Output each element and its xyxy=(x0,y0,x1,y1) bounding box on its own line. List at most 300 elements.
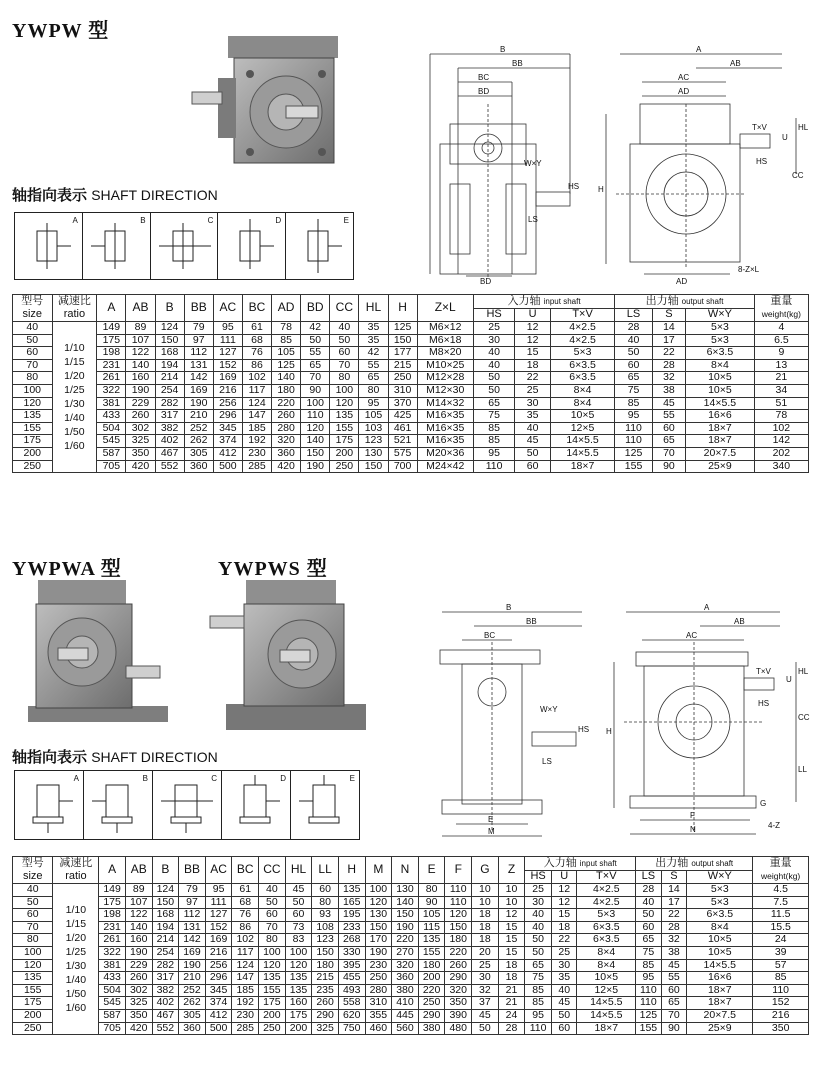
table-cell: 500 xyxy=(213,460,242,473)
table-cell: 254 xyxy=(152,946,179,959)
table-cell: 230 xyxy=(232,1009,259,1022)
header-col: Z xyxy=(498,857,525,884)
table-cell: 32 xyxy=(472,984,499,997)
header-input-col: U xyxy=(515,308,550,322)
table-row xyxy=(13,1022,809,1035)
table-cell: 395 xyxy=(338,959,365,972)
table-cell: 20×7.5 xyxy=(686,447,755,460)
table-cell: 220 xyxy=(392,934,419,947)
table-cell: 18 xyxy=(498,959,525,972)
table-cell: 75 xyxy=(615,384,652,397)
table-cell: 256 xyxy=(205,959,232,972)
table-cell: 190 xyxy=(179,959,206,972)
table-cell: 360 xyxy=(184,460,213,473)
table-cell: 374 xyxy=(205,997,232,1010)
table-cell: 13 xyxy=(754,359,808,372)
table-cell: 216 xyxy=(213,384,242,397)
table-row xyxy=(13,921,809,934)
header-input-cn: 入力轴 xyxy=(507,294,541,307)
table-cell: 175 xyxy=(13,997,53,1010)
table-cell: 50 xyxy=(301,334,330,347)
table-row xyxy=(13,410,809,423)
table-cell: 231 xyxy=(97,359,126,372)
table-cell: M20×36 xyxy=(417,447,473,460)
table-cell: 85 xyxy=(272,334,301,347)
dim-label: F xyxy=(690,811,695,820)
table-cell: 175 xyxy=(330,435,359,448)
table-cell: 200 xyxy=(13,1009,53,1022)
dim-label: HL xyxy=(798,667,809,676)
table-cell: 15 xyxy=(515,347,550,360)
table-cell: 250 xyxy=(365,972,392,985)
shaft-direction-cn: 轴指向表示 xyxy=(12,187,88,204)
table-cell: 65 xyxy=(615,372,652,385)
table-cell: 70 xyxy=(259,921,286,934)
table-cell: 12 xyxy=(498,909,525,922)
direction-cell-a xyxy=(15,771,84,839)
table-cell: 147 xyxy=(232,972,259,985)
table-cell: 230 xyxy=(242,447,271,460)
table-cell: 130 xyxy=(392,884,419,897)
direction-label: D xyxy=(275,216,282,225)
table-cell: 130 xyxy=(359,447,388,460)
header-col: BB xyxy=(184,295,213,322)
header-output-shaft xyxy=(615,295,754,309)
table-cell: 16×6 xyxy=(687,972,753,985)
table-cell: 150 xyxy=(301,447,330,460)
table-cell: 175 xyxy=(13,435,53,448)
table-cell: 192 xyxy=(242,435,271,448)
table-cell: 135 xyxy=(418,934,445,947)
table-cell: 155 xyxy=(330,422,359,435)
table-cell: 25×9 xyxy=(686,460,755,473)
table-cell: 30 xyxy=(551,959,577,972)
table-cell: 40 xyxy=(515,422,550,435)
table-cell: 127 xyxy=(205,909,232,922)
table-cell: 4×2.5 xyxy=(550,334,615,347)
table-cell: 40 xyxy=(330,322,359,335)
table-cell: 30 xyxy=(525,896,552,909)
table-cell: 142 xyxy=(179,934,206,947)
table-cell: 80 xyxy=(13,372,53,385)
table-cell: 18 xyxy=(472,934,499,947)
table-cell: 460 xyxy=(365,1022,392,1035)
table-cell: 14×5.5 xyxy=(687,959,753,972)
dim-label: AD xyxy=(676,277,688,284)
table-cell: 38 xyxy=(652,384,685,397)
table-cell: 50 xyxy=(472,1022,499,1035)
table-cell: 21 xyxy=(498,984,525,997)
table-cell: 150 xyxy=(312,946,339,959)
header-col: A xyxy=(99,857,126,884)
table-cell: 155 xyxy=(636,1022,662,1035)
dim-label: LS xyxy=(542,757,552,766)
table-cell: 95 xyxy=(636,972,662,985)
table-cell: 8×4 xyxy=(687,921,753,934)
table-cell: 30 xyxy=(515,397,550,410)
table-cell: 110 xyxy=(615,422,652,435)
table-cell: 169 xyxy=(179,946,206,959)
table-cell: 6.5 xyxy=(754,334,808,347)
table-cell: 16×6 xyxy=(686,410,755,423)
table-cell: 110 xyxy=(753,984,809,997)
table-cell: 65 xyxy=(359,372,388,385)
header-ratio-en: ratio xyxy=(63,308,86,320)
table-cell: 40 xyxy=(636,896,662,909)
table-cell: 10×5 xyxy=(687,946,753,959)
table-cell: 60 xyxy=(13,909,53,922)
header-ratio xyxy=(52,295,97,322)
table-cell: 70 xyxy=(301,372,330,385)
table-cell: 705 xyxy=(97,460,126,473)
table-cell: 521 xyxy=(388,435,417,448)
table-cell: 12 xyxy=(515,322,550,335)
table-cell: 18×7 xyxy=(550,460,615,473)
table-cell: 108 xyxy=(312,921,339,934)
table-cell: 105 xyxy=(359,410,388,423)
table-cell: 262 xyxy=(184,435,213,448)
table-cell: 194 xyxy=(152,921,179,934)
table-cell: 6×3.5 xyxy=(550,359,615,372)
table-row xyxy=(13,422,809,435)
dim-label: HS xyxy=(568,182,580,191)
table-cell: 40 xyxy=(13,884,53,897)
table-cell: 85 xyxy=(473,435,515,448)
table-cell: 210 xyxy=(184,410,213,423)
shaft-direction-panel-1 xyxy=(14,212,354,280)
table-cell: 15 xyxy=(498,946,525,959)
table-cell: 60 xyxy=(551,1022,577,1035)
table-cell: 25 xyxy=(473,322,515,335)
dim-label: HL xyxy=(798,123,809,132)
table-cell: 65 xyxy=(636,934,662,947)
table-cell: 160 xyxy=(285,997,312,1010)
table-cell: 40 xyxy=(13,322,53,335)
table-cell: 25 xyxy=(515,384,550,397)
header-col: HL xyxy=(285,857,312,884)
table-cell: 380 xyxy=(418,1022,445,1035)
table-cell: 60 xyxy=(636,921,662,934)
table-cell: 50 xyxy=(259,896,286,909)
dim-label: AB xyxy=(730,59,741,68)
table-cell: 90 xyxy=(418,896,445,909)
table-cell: 28 xyxy=(615,322,652,335)
table-cell: 150 xyxy=(365,921,392,934)
table-cell: 60 xyxy=(285,909,312,922)
dim-label: BD xyxy=(478,87,490,96)
table-cell: 30 xyxy=(473,334,515,347)
header-output-col: S xyxy=(652,308,685,322)
header-col: G xyxy=(472,857,499,884)
table-cell: 95 xyxy=(205,884,232,897)
table-cell: 445 xyxy=(392,1009,419,1022)
direction-label: C xyxy=(207,216,214,225)
table-cell: 18 xyxy=(472,909,499,922)
table-cell: 60 xyxy=(652,422,685,435)
table-cell: 65 xyxy=(661,997,687,1010)
table-cell: 4×2.5 xyxy=(577,896,636,909)
table-cell: 168 xyxy=(155,347,184,360)
header-output-col: LS xyxy=(615,308,652,322)
table-cell: 40 xyxy=(551,984,577,997)
table-cell: 587 xyxy=(97,447,126,460)
direction-label: B xyxy=(142,774,148,783)
table-cell: 380 xyxy=(392,984,419,997)
table-cell: 320 xyxy=(392,959,419,972)
table-cell: 125 xyxy=(388,322,417,335)
table-cell: 25 xyxy=(525,884,552,897)
table-cell: 50 xyxy=(551,1009,577,1022)
table-cell: 140 xyxy=(301,435,330,448)
table-cell: 381 xyxy=(99,959,126,972)
table-cell: 102 xyxy=(232,934,259,947)
table-cell: 177 xyxy=(388,347,417,360)
table-cell: 345 xyxy=(205,984,232,997)
table-cell: 80 xyxy=(13,934,53,947)
header-col: BC xyxy=(232,857,259,884)
table-cell: 152 xyxy=(753,997,809,1010)
table-row xyxy=(13,435,809,448)
table-cell: 60 xyxy=(13,347,53,360)
table-cell: 68 xyxy=(232,896,259,909)
table-cell: 260 xyxy=(445,959,472,972)
table-cell: 105 xyxy=(272,347,301,360)
ratio-value: 1/60 xyxy=(65,1002,87,1015)
table-cell: 200 xyxy=(285,1022,312,1035)
dimension-drawing-front-2 xyxy=(604,602,810,842)
table-cell: 7.5 xyxy=(753,896,809,909)
direction-label: E xyxy=(349,774,355,783)
table-cell: 95 xyxy=(615,410,652,423)
table-row xyxy=(13,1009,809,1022)
table-cell: 107 xyxy=(126,334,155,347)
table-cell: 150 xyxy=(392,909,419,922)
table-cell: 10 xyxy=(498,884,525,897)
table-cell: 42 xyxy=(359,347,388,360)
table-cell: 229 xyxy=(126,397,155,410)
table-cell: 95 xyxy=(473,447,515,460)
dim-label: AD xyxy=(678,87,690,96)
table-cell: 78 xyxy=(754,410,808,423)
table-cell: 270 xyxy=(392,946,419,959)
table-cell: 140 xyxy=(126,359,155,372)
table-cell: 50 xyxy=(473,384,515,397)
table-row xyxy=(13,347,809,360)
table-cell: 70 xyxy=(13,359,53,372)
table-cell: 40 xyxy=(525,921,552,934)
table-cell: 75 xyxy=(525,972,552,985)
table-cell: 190 xyxy=(126,384,155,397)
table-cell: 575 xyxy=(388,447,417,460)
table-cell: 120 xyxy=(259,959,286,972)
table-cell: 168 xyxy=(152,909,179,922)
table-cell: 500 xyxy=(205,1022,232,1035)
table-cell: 124 xyxy=(155,322,184,335)
table-cell: 302 xyxy=(125,984,152,997)
table-row xyxy=(13,972,809,985)
table-cell: 320 xyxy=(272,435,301,448)
direction-label: D xyxy=(280,774,286,783)
table-cell: 150 xyxy=(152,896,179,909)
dim-label: H xyxy=(606,727,612,736)
table-cell: 210 xyxy=(179,972,206,985)
header-weight-cn: 重量 xyxy=(770,295,793,307)
table-cell: 80 xyxy=(312,896,339,909)
table-cell: 80 xyxy=(330,372,359,385)
table-cell: 420 xyxy=(126,460,155,473)
table-cell: 180 xyxy=(418,959,445,972)
table-cell: 190 xyxy=(365,946,392,959)
table-cell: 10 xyxy=(472,884,499,897)
table-cell: 45 xyxy=(661,959,687,972)
table-cell: 120 xyxy=(365,896,392,909)
table-cell: 5×3 xyxy=(687,896,753,909)
header-col: AB xyxy=(125,857,152,884)
table-row xyxy=(13,984,809,997)
dim-label: 4-Z xyxy=(768,821,780,830)
table-cell: 90 xyxy=(301,384,330,397)
table-cell: 180 xyxy=(272,384,301,397)
table-cell: 15 xyxy=(498,934,525,947)
table-row xyxy=(13,397,809,410)
header-ratio-cn: 减速比 xyxy=(57,295,91,307)
table-cell: 587 xyxy=(99,1009,126,1022)
shaft-direction-panel-2 xyxy=(14,770,360,840)
table-cell: 8×4 xyxy=(686,359,755,372)
table-cell: 130 xyxy=(365,909,392,922)
dim-label: U xyxy=(786,675,792,684)
table-cell: 250 xyxy=(418,997,445,1010)
header-output-shaft xyxy=(636,857,753,871)
table-cell: 170 xyxy=(365,934,392,947)
header-weight xyxy=(753,857,809,884)
header-input-col: T×V xyxy=(577,870,636,884)
table-cell: 296 xyxy=(205,972,232,985)
table-cell: 14×5.5 xyxy=(550,447,615,460)
table-cell: 200 xyxy=(330,447,359,460)
table-cell: 61 xyxy=(242,322,271,335)
header-output-col: S xyxy=(661,870,687,884)
table-cell: 100 xyxy=(365,884,392,897)
direction-cell-a xyxy=(15,213,83,279)
table-cell: 70 xyxy=(652,447,685,460)
table-cell: 5×3 xyxy=(577,909,636,922)
table-cell: 105 xyxy=(418,909,445,922)
table-cell: 75 xyxy=(473,410,515,423)
dim-label: A xyxy=(704,603,710,612)
header-col: B xyxy=(152,857,179,884)
shaft-direction-cn: 轴指向表示 xyxy=(12,749,88,766)
table-cell: 215 xyxy=(388,359,417,372)
table-cell: 14 xyxy=(652,322,685,335)
table-cell: 73 xyxy=(285,921,312,934)
table-cell: M6×12 xyxy=(417,322,473,335)
table-cell: 60 xyxy=(330,347,359,360)
table-cell: 122 xyxy=(125,909,152,922)
table-row xyxy=(13,359,809,372)
table-cell: 322 xyxy=(99,946,126,959)
section2-title-a: YWPWA 型 xyxy=(12,558,122,580)
dim-label: U xyxy=(782,133,788,142)
table-cell: 22 xyxy=(661,909,687,922)
table-cell: 282 xyxy=(155,397,184,410)
table-cell: 111 xyxy=(205,896,232,909)
table-cell: 12 xyxy=(551,884,577,897)
table-cell: 120 xyxy=(301,422,330,435)
table-cell: 425 xyxy=(388,410,417,423)
table-cell: 231 xyxy=(99,921,126,934)
header-col: H xyxy=(338,857,365,884)
header-input-cn: 入力轴 xyxy=(543,856,577,869)
table-cell: 90 xyxy=(652,460,685,473)
table-cell: 102 xyxy=(242,372,271,385)
table-cell: 6×3.5 xyxy=(550,372,615,385)
table-cell: 552 xyxy=(155,460,184,473)
table-cell: 155 xyxy=(615,460,652,473)
header-output-en: output shaft xyxy=(681,296,724,306)
table-cell: 455 xyxy=(338,972,365,985)
table-cell: 6×3.5 xyxy=(577,934,636,947)
header-model-cn: 型号 xyxy=(21,295,44,307)
table-cell: 100 xyxy=(330,384,359,397)
table-cell: 214 xyxy=(155,372,184,385)
ratio-value: 1/40 xyxy=(65,974,87,987)
header-model-en: size xyxy=(22,308,43,320)
table-cell: 175 xyxy=(97,334,126,347)
dim-label: HS xyxy=(756,157,768,166)
table-cell: 135 xyxy=(13,410,53,423)
table-cell: 28 xyxy=(498,1022,525,1035)
table-cell: 39 xyxy=(753,946,809,959)
table-cell: M16×35 xyxy=(417,422,473,435)
ratio-value: 1/30 xyxy=(64,398,85,411)
header-model-en: size xyxy=(22,870,43,882)
table-cell: 17 xyxy=(661,896,687,909)
table-cell: 100 xyxy=(13,384,53,397)
table-cell: 50 xyxy=(615,347,652,360)
table-cell: 180 xyxy=(445,934,472,947)
table-cell: 10×5 xyxy=(686,372,755,385)
dim-label: CC xyxy=(798,713,810,722)
dim-label: BC xyxy=(478,73,490,82)
table-cell: 260 xyxy=(272,410,301,423)
table-cell: 50 xyxy=(13,896,53,909)
table-cell: 25×9 xyxy=(687,1022,753,1035)
table-cell: 282 xyxy=(152,959,179,972)
table-cell: 124 xyxy=(152,884,179,897)
header-ratio-cn: 减速比 xyxy=(59,857,93,869)
table-cell: 202 xyxy=(754,447,808,460)
table-cell: 285 xyxy=(232,1022,259,1035)
table-cell: 325 xyxy=(126,435,155,448)
table-cell: 350 xyxy=(126,447,155,460)
table-cell: 250 xyxy=(13,1022,53,1035)
table-cell: 5×3 xyxy=(686,322,755,335)
table-cell: 14×5.5 xyxy=(550,435,615,448)
table-cell: 330 xyxy=(338,946,365,959)
spec-table-ywpwa-ywpws xyxy=(12,856,809,1035)
table-cell: 18 xyxy=(472,921,499,934)
table-cell: 50 xyxy=(515,447,550,460)
dim-label: N xyxy=(690,825,696,834)
table-cell: 28 xyxy=(636,884,662,897)
table-cell: 45 xyxy=(285,884,312,897)
dim-label: M xyxy=(488,827,495,836)
table-cell: 124 xyxy=(242,397,271,410)
table-cell: 85 xyxy=(525,984,552,997)
ratio-value: 1/15 xyxy=(64,356,85,369)
table-cell: 60 xyxy=(515,460,550,473)
